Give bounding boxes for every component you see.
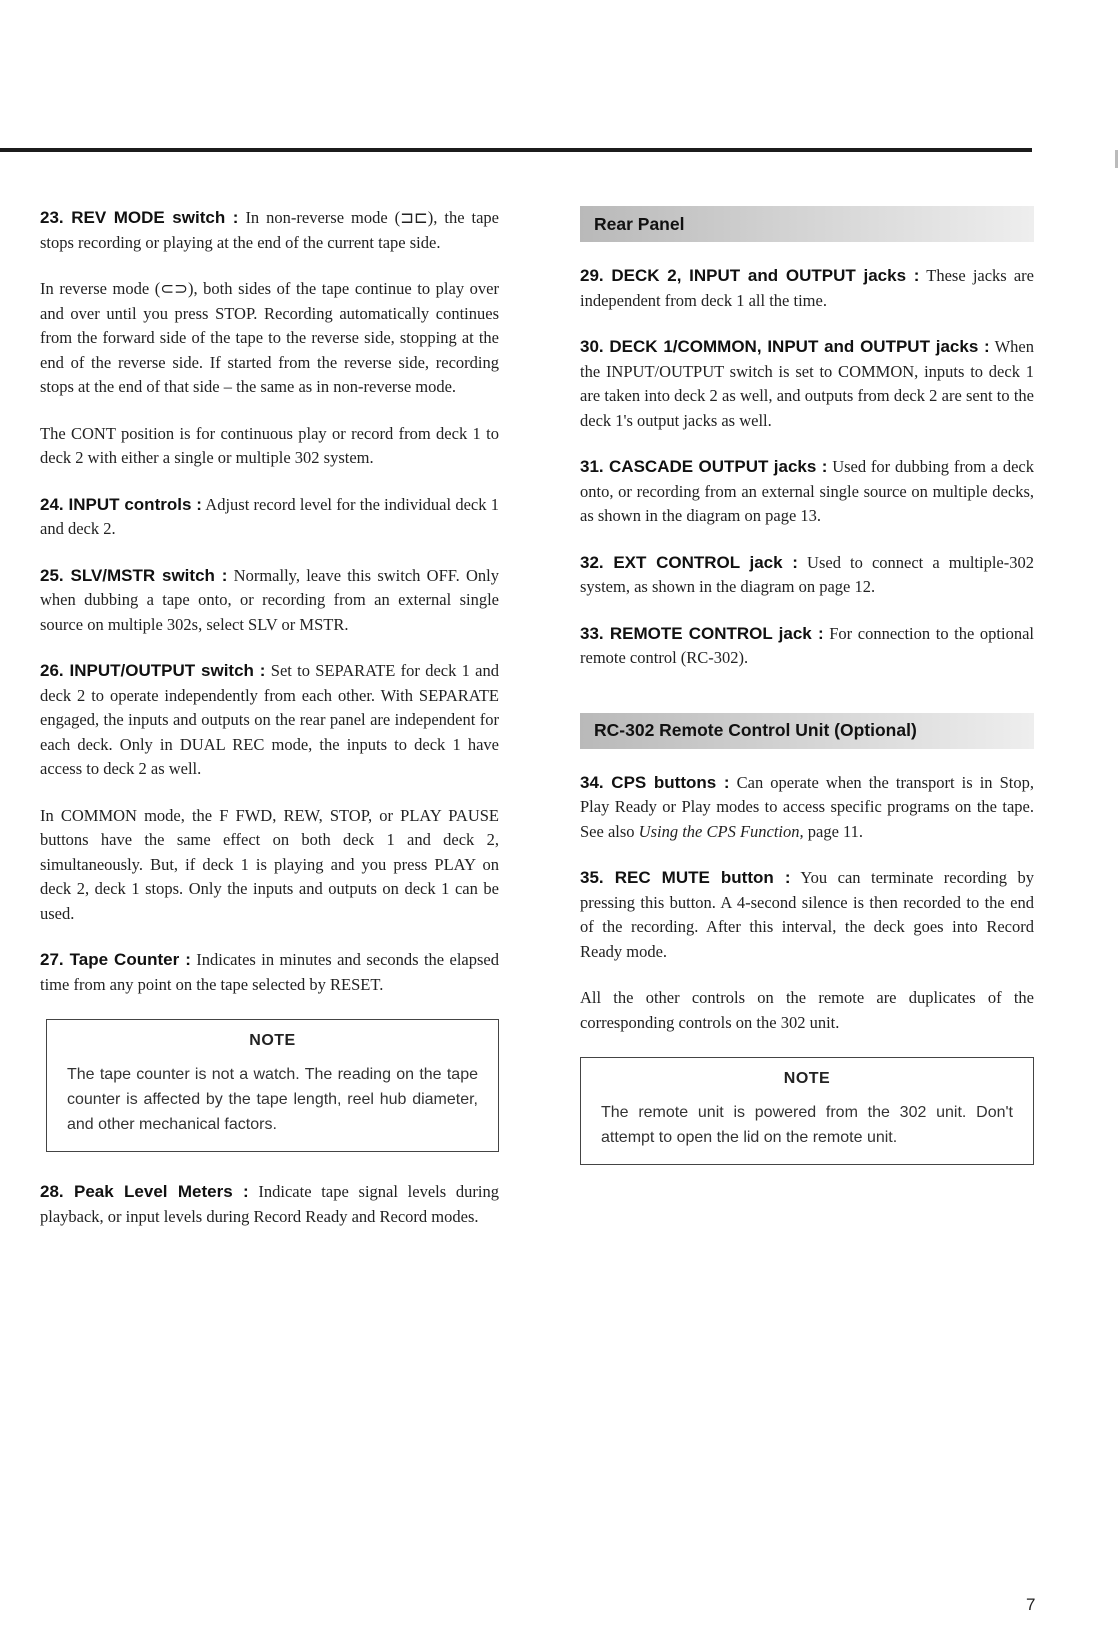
item-33 <box>580 622 1034 671</box>
note-box-remote-unit <box>580 1057 1034 1165</box>
item-text: Set to SEPARATE for deck 1 and deck 2 to operate independently from each other. With SEPARATE engaged, the inputs and outputs on the rear panel are independent for each deck. Only in DUAL REC mode, the inputs to deck 1 have access to deck 2 as well. <box>40 661 499 778</box>
item-27 <box>40 948 499 997</box>
item-heading: 35. REC MUTE button : <box>580 868 791 887</box>
item-28 <box>40 1180 499 1229</box>
item-text: These jacks are independent from deck 1 all the time. <box>580 266 1034 310</box>
note-body: The tape counter is not a watch. The reading on the tape counter is affected by the tape length, reel hub diameter, and other mechanical factors. <box>67 1066 478 1133</box>
item-heading: 23. REV MODE switch : <box>40 208 239 227</box>
item-heading: 26. INPUT/OUTPUT switch : <box>40 661 266 680</box>
item-text: You can terminate recording by pressing this button. A 4-second silence is then recorded to the end of the recording. After this interval, the deck goes into Record Ready mode. <box>580 868 1035 961</box>
note-body: The remote unit is powered from the 302 unit. Don't attempt to open the lid on the remote unit. <box>601 1104 1013 1146</box>
item-text: Can operate when the transport is in Stop, Play Ready or Play modes to access specific programs on the tape. See also <box>580 772 1035 841</box>
item-text: Used for dubbing from a deck onto, or recording from an external single source on multiple decks, as shown in the diagram on page 13. <box>580 457 1034 525</box>
item-30 <box>580 335 1034 433</box>
item-text: When the INPUT/OUTPUT switch is set to COMMON, inputs to deck 1 are taken into deck 2 as well, and outputs from deck 2 are sent to the deck 1's output jacks as well. <box>580 337 1034 430</box>
item-heading: 29. DECK 2, INPUT and OUTPUT jacks : <box>580 266 920 285</box>
item-page-ref: page 11. <box>807 821 864 841</box>
item-24 <box>40 493 499 542</box>
item-heading: 27. Tape Counter : <box>40 950 191 969</box>
note-box-tape-counter <box>46 1019 499 1152</box>
item-text: Used to connect a multiple-302 system, as shown in the diagram on page 12. <box>580 552 1034 596</box>
item-23 <box>40 206 499 255</box>
item-heading: 31. CASCADE OUTPUT jacks : <box>580 457 828 476</box>
item-34 <box>580 771 1034 845</box>
paragraph-cont-position: The CONT position is for continuous play or record from deck 1 to deck 2 with either a single or multiple 302 system. <box>40 423 499 467</box>
left-column <box>40 206 499 1251</box>
item-text: In non-reverse mode (⊐⊏), the tape stops recording or playing at the end of the current tape side. <box>40 208 500 252</box>
item-29 <box>580 264 1034 313</box>
item-heading: 34. CPS buttons : <box>580 772 730 792</box>
paragraph-reverse-mode: In reverse mode (⊂⊃), both sides of the tape continue to play over and over until you press STOP. Recording automatically continues from the forward side of the tape to the reverse side, stopping at the end of the reverse side. If started from the reverse side, recording stops at the end of that side – the same as in non-reverse mode. <box>40 279 499 396</box>
item-reference: Using the CPS Function, <box>638 821 804 841</box>
item-heading: 25. SLV/MSTR switch : <box>40 565 228 585</box>
item-text: Adjust record level for the individual deck 1 and deck 2. <box>40 494 499 538</box>
top-rule <box>0 148 1032 152</box>
item-25 <box>40 564 499 638</box>
item-heading: 30. DECK 1/COMMON, INPUT and OUTPUT jacks : <box>580 337 990 356</box>
item-heading: 32. EXT CONTROL jack : <box>580 552 798 572</box>
item-heading: 33. REMOTE CONTROL jack : <box>580 623 824 643</box>
item-heading: 28. Peak Level Meters : <box>40 1182 249 1201</box>
item-35 <box>580 866 1034 964</box>
paragraph-other-controls: All the other controls on the remote are duplicates of the corresponding controls on the 302 unit. <box>580 988 1034 1032</box>
item-text: Indicate tape signal levels during playback, or input levels during Record Ready and Record modes. <box>40 1182 499 1226</box>
section-header-rear-panel: Rear Panel <box>580 206 1034 242</box>
page-number: 7 <box>1026 1595 1036 1614</box>
section-header-remote-control: RC-302 Remote Control Unit (Optional) <box>580 713 1034 749</box>
paragraph-common-mode: In COMMON mode, the F FWD, REW, STOP, or PLAY PAUSE buttons have the same effect on both deck 1 and deck 2, simultaneously. But, if deck 1 is playing and you press PLAY on deck 2, deck 1 stops. Only the inputs and outputs on deck 1 can be used. <box>40 805 499 923</box>
item-text: For connection to the optional remote control (RC-302). <box>580 623 1035 667</box>
note-title: NOTE <box>783 1070 831 1087</box>
note-title: NOTE <box>249 1032 296 1049</box>
item-text: Normally, leave this switch OFF. Only when dubbing a tape onto, or recording from an external single source on multiple 302s, select SLV or MSTR. <box>40 565 499 634</box>
item-32 <box>580 551 1034 600</box>
item-text: Indicates in minutes and seconds the elapsed time from any point on the tape selected by RESET. <box>40 950 500 994</box>
item-heading: 24. INPUT controls : <box>40 494 202 514</box>
right-column <box>580 206 1034 1193</box>
item-26 <box>40 659 499 782</box>
item-31 <box>580 455 1034 529</box>
edge-mark <box>1115 150 1118 168</box>
